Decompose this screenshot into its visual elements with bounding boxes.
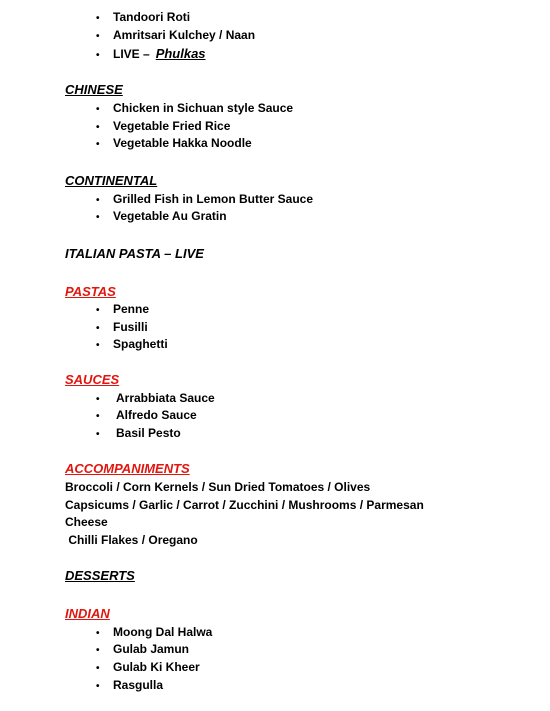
list-item: • LIVE – Phulkas <box>96 46 206 64</box>
bullet-icon: • <box>96 50 100 61</box>
section-heading-sauces: SAUCES <box>65 372 120 387</box>
section-heading-chinese: CHINESE <box>65 82 123 97</box>
section-heading-accompaniments: ACCOMPANIMENTS <box>65 461 190 476</box>
accompaniments-line: Broccoli / Corn Kernels / Sun Dried Tomatoes / Olives <box>65 480 371 494</box>
list-item: • Gulab Ki Kheer <box>96 659 200 677</box>
bullet-icon: • <box>96 411 100 422</box>
list-item: • Penne <box>96 301 149 319</box>
list-item: • Tandoori Roti <box>96 9 190 27</box>
bullet-icon: • <box>96 681 100 692</box>
bullet-icon: • <box>96 31 100 42</box>
list-item: • Arrabbiata Sauce <box>96 390 215 408</box>
bullet-icon: • <box>96 628 100 639</box>
accompaniments-line: Capsicums / Garlic / Carrot / Zucchini / Mushrooms / Parmesan <box>65 498 424 512</box>
bullet-icon: • <box>96 340 100 351</box>
bullet-icon: • <box>96 212 100 223</box>
list-item: • Moong Dal Halwa <box>96 624 212 642</box>
list-item: • Amritsari Kulchey / Naan <box>96 27 255 45</box>
bullet-icon: • <box>96 305 100 316</box>
list-item: • Alfredo Sauce <box>96 407 197 425</box>
bullet-icon: • <box>96 139 100 150</box>
list-item: • Basil Pesto <box>96 425 181 443</box>
list-item: • Spaghetti <box>96 336 168 354</box>
bullet-icon: • <box>96 323 100 334</box>
list-item: • Vegetable Fried Rice <box>96 118 230 136</box>
bullet-icon: • <box>96 394 100 405</box>
list-item: • Vegetable Hakka Noodle <box>96 135 252 153</box>
bullet-icon: • <box>96 104 100 115</box>
accompaniments-line: Cheese <box>65 515 108 529</box>
accompaniments-line: Chilli Flakes / Oregano <box>65 533 198 547</box>
section-heading-indian: INDIAN <box>65 606 110 621</box>
list-item: • Rasgulla <box>96 677 163 695</box>
section-heading-continental: CONTINENTAL <box>65 173 158 188</box>
bullet-icon: • <box>96 645 100 656</box>
section-heading-desserts: DESSERTS <box>65 568 135 583</box>
list-item: • Gulab Jamun <box>96 641 189 659</box>
bullet-icon: • <box>96 13 100 24</box>
list-item: • Vegetable Au Gratin <box>96 208 227 226</box>
list-item: • Fusilli <box>96 319 148 337</box>
bullet-icon: • <box>96 429 100 440</box>
bullet-icon: • <box>96 195 100 206</box>
list-item: • Chicken in Sichuan style Sauce <box>96 100 293 118</box>
list-item: • Grilled Fish in Lemon Butter Sauce <box>96 191 313 209</box>
bullet-icon: • <box>96 122 100 133</box>
live-item-highlight: Phulkas <box>155 46 206 61</box>
bullet-icon: • <box>96 663 100 674</box>
section-heading-pastas: PASTAS <box>65 284 116 299</box>
section-heading-italian-pasta: ITALIAN PASTA – LIVE <box>65 246 204 261</box>
